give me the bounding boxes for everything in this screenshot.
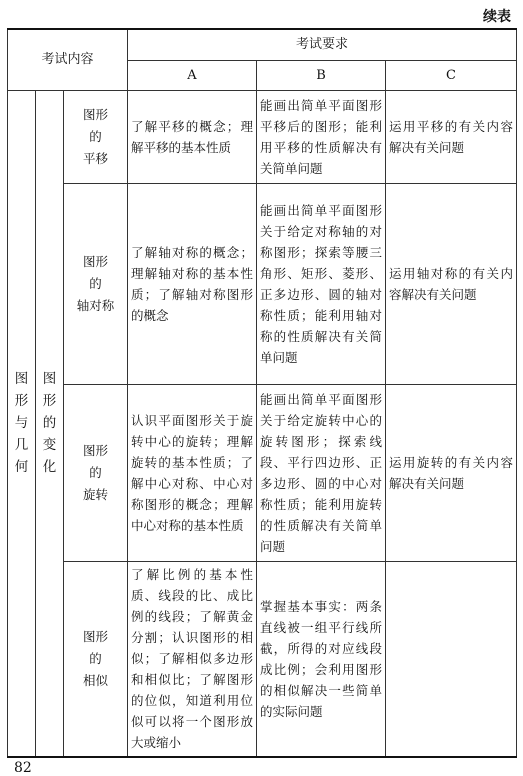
row-reflection-c: 运用轴对称的有关内容解决有关问题 [386,183,517,384]
topic-reflection [64,183,128,384]
row-similarity-c [386,561,517,757]
header-col-c: C [386,60,517,90]
topic-rotation [64,384,128,561]
row-rotation-a: 认识平面图形关于旋转中心的旋转；理解旋转的基本性质；了解中心对称、中心对称图形的概念；理解中心对称的基本性质 [128,384,257,561]
row-similarity-a: 了解比例的基本性质、线段的比、成比例的线段；了解黄金分割；认识图形的相似；了解相似多边形和相似比；了解图形的位似，知道利用位似可以将一个图形放大或缩小 [128,561,257,757]
row-reflection-a: 了解轴对称的概念；理解轴对称的基本性质；了解轴对称图形的概念 [128,183,257,384]
category-inner [36,90,64,757]
topic-text: 图形 的 相似 [82,628,108,688]
row-rotation-c: 运用旋转的有关内容解决有关问题 [386,384,517,561]
topic-text: 图形 的 旋转 [82,442,108,502]
exam-requirements-table [7,28,517,758]
row-translation-a: 了解平移的概念；理解平移的基本性质 [128,90,257,183]
topic-text: 图形 的 轴对称 [76,253,115,313]
topic-text: 图形 的 平移 [82,106,108,166]
row-translation-c: 运用平移的有关内容解决有关问题 [386,90,517,183]
category-outer-text: 图形与几何 [14,371,29,476]
header-exam-content: 考试内容 [8,29,128,90]
header-col-b: B [257,60,386,90]
row-rotation-b: 能画出简单平面图形关于给定旋转中心的旋转图形；探索线段、平行四边形、正多边形、圆的中心对称性质；能利用旋转的性质解决有关简单问题 [257,384,386,561]
topic-similarity [64,561,128,757]
row-translation-b: 能画出简单平面图形平移后的图形；能利用平移的性质解决有关简单问题 [257,90,386,183]
category-outer [8,90,36,757]
page-number: 82 [14,760,32,776]
row-reflection-b: 能画出简单平面图形关于给定对称轴的对称图形；探索等腰三角形、矩形、菱形、正多边形、圆的轴对称性质；能利用轴对称的性质解决有关简单问题 [257,183,386,384]
continued-label: 续表 [483,9,511,25]
row-similarity-b: 掌握基本事实：两条直线被一组平行线所截，所得的对应线段成比例；会利用图形的相似解决一些简单的实际问题 [257,561,386,757]
header-exam-requirements: 考试要求 [128,29,517,60]
category-inner-text: 图形的变化 [42,371,57,476]
header-col-a: A [128,60,257,90]
topic-translation [64,90,128,183]
